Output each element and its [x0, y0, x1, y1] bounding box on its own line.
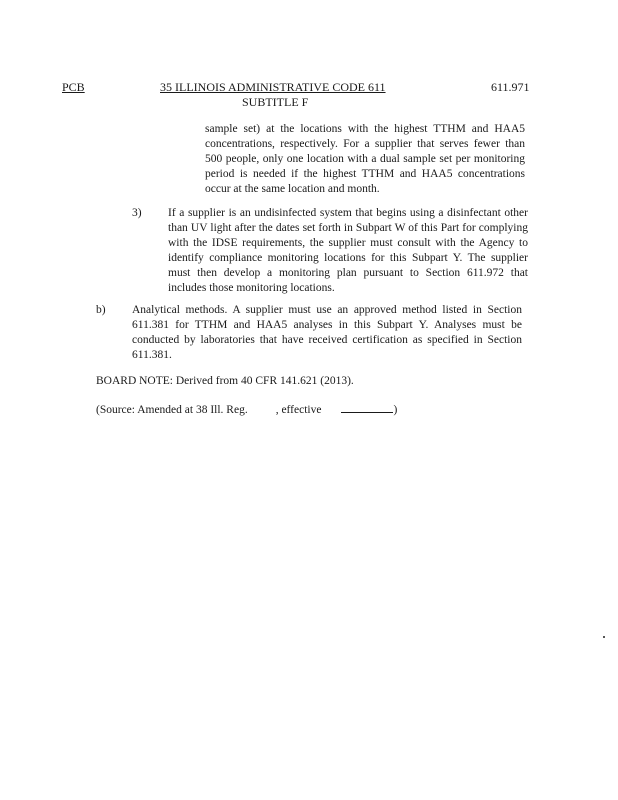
- item-b-number: b): [96, 304, 106, 316]
- effective-date-blank: [341, 401, 393, 413]
- header-subtitle: SUBTITLE F: [242, 95, 309, 109]
- header-section-number: 611.971: [491, 80, 530, 94]
- board-note: BOARD NOTE: Derived from 40 CFR 141.621 (2013).: [96, 375, 354, 387]
- reg-blank: [250, 401, 272, 413]
- header-agency: PCB: [62, 80, 85, 94]
- item-b-paragraph: Analytical methods. A supplier must use an approved method listed in Section 611.381 for TTHM and HAA5 analyses in this Subpart Y. Analyses must be conducted by laboratories that have received certification as specified in Section 611.381.: [132, 304, 522, 361]
- scan-speck: [603, 636, 605, 638]
- header-code-title: 35 ILLINOIS ADMINISTRATIVE CODE 611: [160, 80, 386, 94]
- source-prefix: (Source: Amended at 38 Ill. Reg.: [96, 404, 248, 416]
- item-3-paragraph: If a supplier is an undisinfected system that begins using a disinfectant other than UV light after the dates set forth in Subpart W of this Part for complying with the IDSE requirements, the supplier must consult with the Agency to identify compliance monitoring locations for this Subpart Y. The supplier must then develop a monitoring plan pursuant to Section 611.972 that includes those monitoring locations.: [168, 207, 528, 294]
- source-middle: , effective: [275, 404, 322, 416]
- item-3-number: 3): [132, 207, 142, 219]
- continuation-paragraph: sample set) at the locations with the highest TTHM and HAA5 concentrations, respectively. For a supplier that serves fewer than 500 people, only one location with a dual sample set per monitoring period is needed if the highest TTHM and HAA5 concentrations occur at the same location and month.: [205, 123, 525, 195]
- source-line: [96, 401, 397, 418]
- source-suffix: ): [393, 404, 398, 416]
